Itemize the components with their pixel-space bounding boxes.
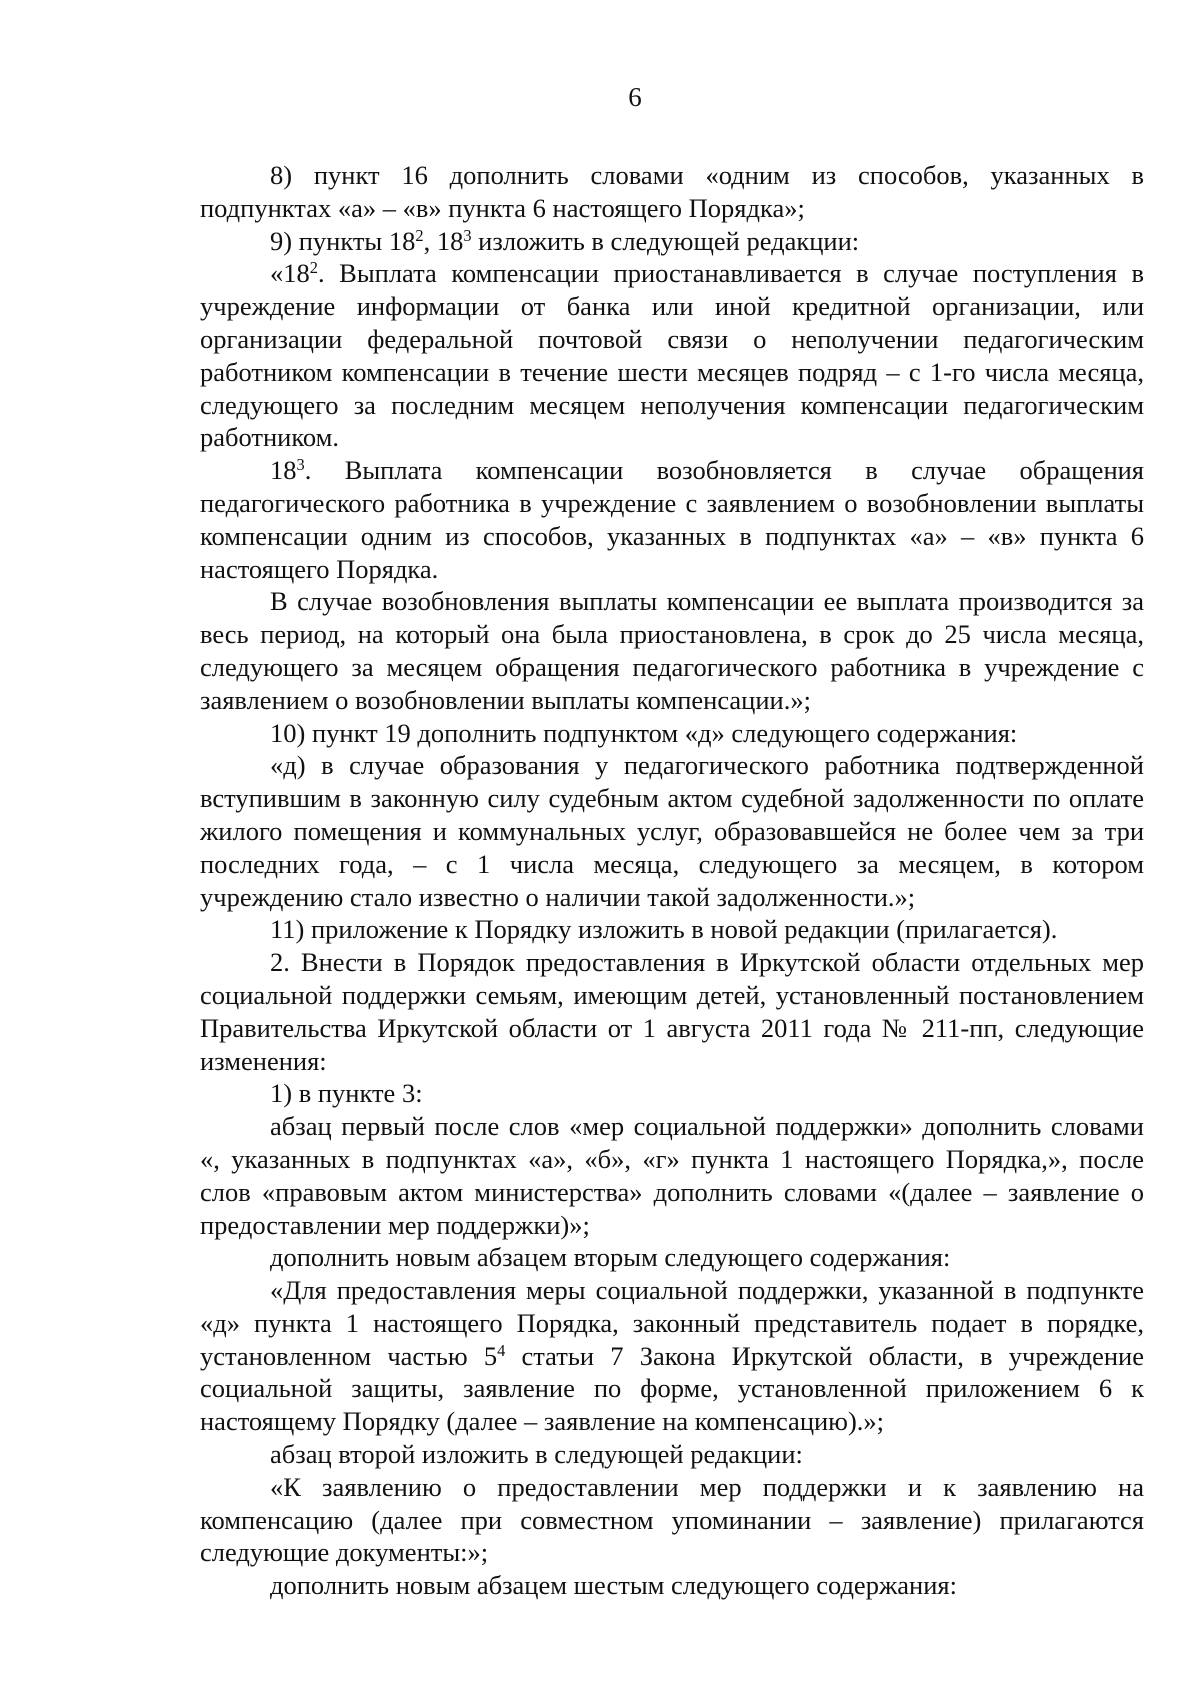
superscript: 4 (497, 1340, 506, 1360)
superscript: 3 (296, 455, 305, 475)
page-number: 6 (628, 82, 642, 112)
paragraph (200, 1569, 1144, 1602)
text-run: абзац первый после слов «мер социальной поддержки» дополнить словами «, указанных в подпунктах «а», «б», «г» пункта 1 настоящего Порядка,», после слов «правовым актом министерства» дополнить словами «(далее – заявление о предоставлении мер поддержки)»; (200, 1111, 1144, 1240)
text-run: «д) в случае образования у педагогического работника подтвержденной вступившим в законную силу судебным актом судебной задолженности по оплате жилого помещения и коммунальных услуг, образовавшейся не более чем за три последних года, – с 1 числа месяца, следующего за месяцем, в котором учреждению стало известно о наличии такой задолженности.»; (200, 750, 1144, 912)
text-run: 10) пункт 19 дополнить подпунктом «д» следующего содержания: (270, 717, 1018, 748)
text-run: 18 (270, 455, 297, 486)
paragraph (200, 1110, 1144, 1241)
paragraph (200, 1241, 1144, 1274)
paragraph (200, 454, 1144, 585)
text-run: дополнить новым абзацем шестым следующего содержания: (270, 1570, 957, 1601)
text-run: 8) пункт 16 дополнить словами «одним из способов, указанных в подпунктах «а» – «в» пункта 6 настоящего Порядка»; (200, 160, 1144, 223)
superscript: 2 (415, 225, 424, 245)
text-run: «Для предоставления меры социальной поддержки, указанной в подпункте «д» пункта 1 настоящего Порядка, законный представитель подает в порядке, установленном частью 5 (200, 1275, 1144, 1371)
paragraph (200, 1077, 1144, 1110)
text-run: статьи 7 Закона Иркутской области, в учреждение социальной защиты, заявление по форме, установленной приложением 6 к настоящему Порядку (далее – заявление на компенсацию).»; (200, 1340, 1145, 1437)
paragraph (200, 1274, 1144, 1438)
text-run: «К заявлению о предоставлении мер поддержки и к заявлению на компенсацию (далее при совместном упоминании – заявление) прилагаются следующие документы:»; (200, 1471, 1144, 1568)
document-body (200, 159, 1144, 1602)
paragraph (200, 1438, 1144, 1471)
paragraph (200, 225, 1144, 258)
paragraph (200, 913, 1144, 946)
text-run: изложить в следующей редакции: (471, 225, 860, 256)
paragraph (200, 717, 1144, 750)
superscript: 2 (309, 258, 318, 278)
text-run: 11) приложение к Порядку изложить в новой редакции (прилагается). (270, 914, 1058, 945)
paragraph (200, 585, 1144, 716)
text-run: . Выплата компенсации приостанавливается в случае поступления в учреждение информации от банка или иной кредитной организации, или организации федеральной почтовой связи о неполучении педагогическим работником компенсации в течение шести месяцев подряд – с 1-го числа месяца, следующего за последним месяцем неполучения компенсации педагогическим работником. (200, 258, 1144, 453)
paragraph (200, 1471, 1144, 1569)
text-run: дополнить новым абзацем вторым следующего содержания: (270, 1242, 951, 1273)
text-run: 9) пункты 18 (270, 225, 416, 256)
paragraph (200, 749, 1144, 913)
paragraph (200, 159, 1144, 225)
text-run: , 18 (423, 225, 464, 256)
text-run: . Выплата компенсации возобновляется в случае обращения педагогического работника в учреждение с заявлением о возобновлении выплаты компенсации одним из способов, указанных в подпунктах «а» – «в» пункта 6 настоящего Порядка. (200, 455, 1144, 584)
paragraph (200, 257, 1144, 454)
text-run: 2. Внести в Порядок предоставления в Иркутской области отдельных мер социальной поддержки семьям, имеющим детей, установленный постановлением Правительства Иркутской области от 1 августа 2011 года № 211-пп, следующие изменения: (200, 947, 1144, 1076)
superscript: 3 (463, 225, 472, 245)
paragraph (200, 946, 1144, 1077)
text-run: 1) в пункте 3: (270, 1078, 423, 1109)
text-run: В случае возобновления выплаты компенсации ее выплата производится за весь период, на который она была приостановлена, в срок до 25 числа месяца, следующего за месяцем обращения педагогического работника в учреждение с заявлением о возобновлении выплаты компенсации.»; (200, 586, 1144, 715)
text-run: «18 (270, 258, 310, 289)
text-run: абзац второй изложить в следующей редакции: (270, 1439, 803, 1470)
